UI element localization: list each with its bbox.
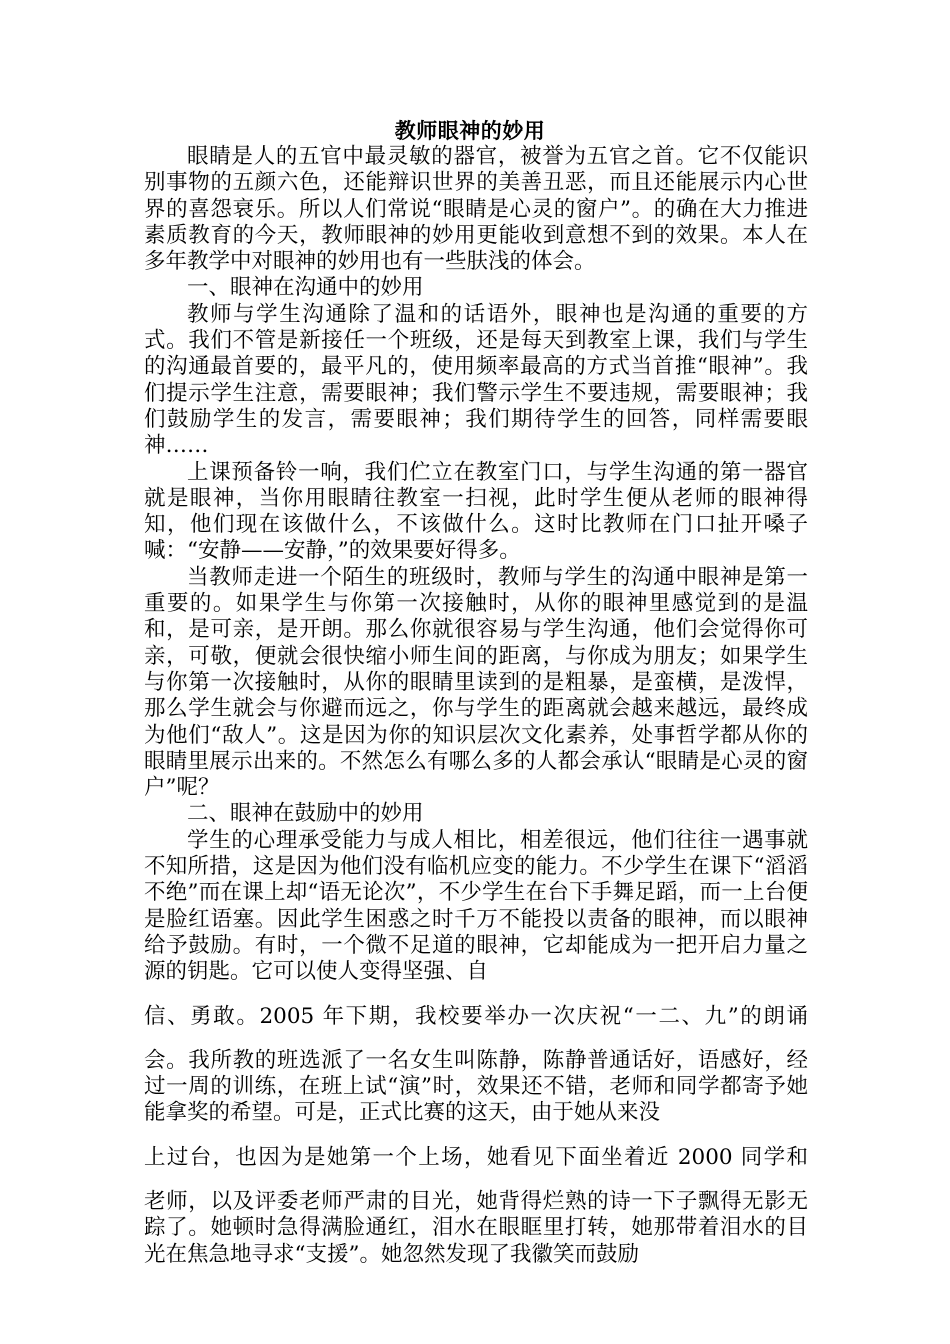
intro-paragraph: 眼睛是人的五官中最灵敏的器官，被誉为五官之首。它不仅能识别事物的五颜六色，还能辩识世界的美善丑恶，而且还能展示内心世界的喜怨衰乐。所以人们常说“眼睛是心灵的窗户”。的确在大力推进素质教育的今天，教师眼神的妙用更能收到意想不到的效果。本人在多年教学中对眼神的妙用也有一些肤浅的体会。 [144,144,808,275]
document-page [144,118,808,1268]
paragraph-communication-1: 教师与学生沟通除了温和的话语外，眼神也是沟通的重要的方式。我们不管是新接任一个班级，还是每天到教室上课，我们与学生的沟通最首要的，最平凡的，使用频率最高的方式当首推“眼神”。我们提示学生注意，需要眼神；我们警示学生不要违规，需要眼神；我们鼓励学生的发言，需要眼神；我们期待学生的回答，同样需要眼神…… [144,301,808,459]
paragraph-communication-3: 当教师走进一个陌生的班级时，教师与学生的沟通中眼神是第一重要的。如果学生与你第一次接触时，从你的眼神里感觉到的是温和，是可亲，是开朗。那么你就很容易与学生沟通，他们会觉得你可亲，可敬，便就会很快缩小师生间的距离，与你成为朋友；如果学生与你第一次接触时，从你的眼睛里读到的是粗暴，是蛮横，是泼悍，那么学生就会与你避而远之，你与学生的距离就会越来越远，最终成为他们“敌人”。这是因为你的知识层次文化素养，处事哲学都从你的眼睛里展示出来的。不然怎么有哪么多的人都会承认“眼睛是心灵的窗户”呢？ [144,564,808,801]
paragraph-encouragement-line-d: 上过台，也因为是她第一个上场，她看见下面坐着近 2000 同学和 [144,1144,808,1170]
paragraph-communication-2: 上课预备铃一响，我们伫立在教室门口，与学生沟通的第一器官就是眼神，当你用眼睛往教室一扫视，此时学生便从老师的眼神得知，他们现在该做什么，不该做什么。这时比教师在门口扯开嗓子喊：“安静——安静，”的效果要好得多。 [144,459,808,564]
section-heading-encouragement: 二、眼神在鼓励中的妙用 [187,801,424,827]
document-title: 教师眼神的妙用 [394,118,546,143]
paragraph-encouragement-line-b: 信、勇敢。2005 年下期，我校要举办一次庆祝“一二、九”的朗诵 [144,1003,808,1029]
paragraph-encouragement-line-c: 会。我所教的班选派了一名女生叫陈静，陈静普通话好，语感好，经过一周的训练，在班上试“演”时，效果还不错，老师和同学都寄予她能拿奖的希望。可是，正式比赛的这天，由于她从来没 [144,1047,808,1126]
paragraph-encouragement-line-e: 老师，以及评委老师严肃的目光，她背得烂熟的诗一下子飘得无影无踪了。她顿时急得满脸通红，泪水在眼眶里打转，她那带着泪水的目光在焦急地寻求“支援”。她忽然发现了我徽笑而鼓励 [144,1188,808,1267]
section-heading-communication: 一、眼神在沟通中的妙用 [187,275,424,301]
paragraph-encouragement-1: 学生的心理承受能力与成人相比，相差很远，他们往往一遇事就不知所措，这是因为他们没有临机应变的能力。不少学生在课下“滔滔不绝”而在课上却“语无论次”，不少学生在台下手舞足蹈，而一上台便是脸红语塞。因此学生困惑之时千万不能投以责备的眼神，而以眼神给予鼓励。有时，一个微不足道的眼神，它却能成为一把开启力量之源的钥匙。它可以使人变得坚强、自 [144,827,808,985]
